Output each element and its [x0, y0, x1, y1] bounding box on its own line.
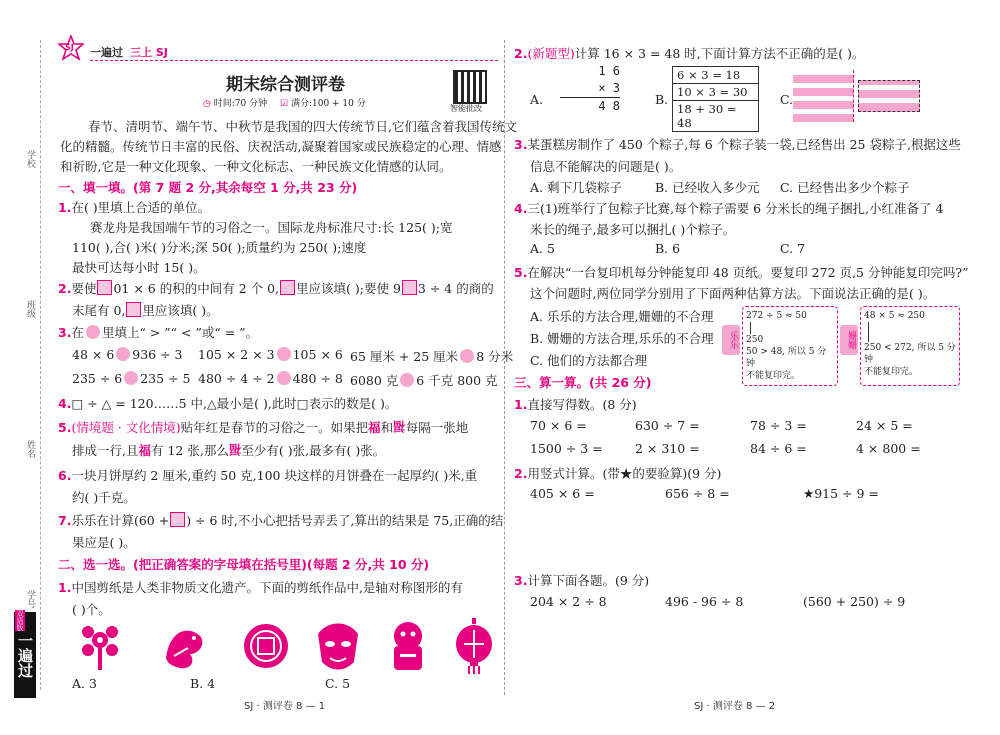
s1-line-a: 1.中国剪纸是人类非物质文化遗产。下面的剪纸作品中,是轴对称图形的有 — [58, 580, 463, 595]
fu-icon: 福 — [393, 419, 406, 434]
q6-line-a: 6.一块月饼厚约 2 厘米,重约 50 克,100 块这样的月饼叠在一起厚约( )米,重 — [58, 468, 478, 483]
s5-option-a[interactable]: A. 乐乐的方法合理,姗姗的不合理 — [530, 309, 714, 324]
q3-line: 3.在 里填上“ > ”“ < ”或“ = ”。 — [58, 325, 259, 340]
s3-line-b: 信息不能解决的问题是( )。 — [530, 159, 682, 174]
q1-line-b: 赛龙舟是我国端午节的习俗之一。国际龙舟标准尺寸:长 125( );宽 — [90, 220, 453, 235]
c3-item: 204 × 2 ÷ 8 — [530, 594, 607, 609]
blank-square[interactable] — [126, 302, 141, 317]
s1-option-c[interactable]: C. 5 — [325, 676, 351, 691]
margin-label-school: 学校 — [25, 150, 35, 168]
star-badge — [58, 35, 84, 61]
spine-brand: 一遍过 — [14, 612, 36, 698]
s3-option-c[interactable]: C. 已经售出多少个粽子 — [780, 180, 910, 195]
grade: 三上 SJ — [130, 46, 168, 59]
blank-square[interactable] — [97, 280, 112, 295]
equation-table: 6 × 3 = 18 10 × 3 = 30 18 + 30 = 48 — [672, 66, 759, 132]
page-divider — [504, 40, 505, 695]
c1-title: 1.直接写得数。(8 分) — [514, 397, 637, 412]
q1-line-c: 110( ),合( )米( )分米;深 50( );质量约为 250( );速度 — [72, 240, 367, 255]
s1-line-b: ( )个。 — [72, 602, 111, 617]
s5-option-b[interactable]: B. 姗姗的方法合理,乐乐的不合理 — [530, 331, 714, 346]
section-3-title: 三、算一算。(共 26 分) — [514, 375, 652, 390]
exam-score: ☑ 满分:100 + 10 分 — [280, 99, 366, 109]
c1-item: 84 ÷ 6 = — [750, 441, 807, 456]
check-icon: ☑ — [280, 99, 289, 109]
q3-item: 6080 克 6 千克 800 克 — [350, 373, 498, 388]
q3-item: 480 ÷ 4 ÷ 2 480 ÷ 8 — [198, 371, 343, 386]
s2-option-a[interactable]: A. — [530, 92, 544, 107]
spine-tag: 双语版 — [16, 610, 24, 631]
s2-option-b[interactable]: B. — [655, 92, 669, 107]
s3-option-a[interactable]: A. 剩下几袋粽子 — [530, 180, 622, 195]
s5-line-a: 5.在解决“一台复印机每分钟能复印 48 页纸。要复印 272 页,5 分钟能复印完吗?” — [514, 265, 969, 280]
s2-option-c[interactable]: C. — [780, 92, 794, 107]
s1-option-a[interactable]: A. 3 — [72, 676, 97, 691]
s4-option-c[interactable]: C. 7 — [780, 241, 806, 256]
papercut-mask-icon — [314, 618, 362, 674]
footer-left: SJ · 测评卷 8 — 1 — [244, 701, 326, 712]
margin-label-class: 班级 — [25, 300, 35, 318]
s4-line-b: 米长的绳子,最多可以捆扎( )个粽子。 — [530, 222, 736, 237]
header-rule — [90, 60, 498, 61]
clock-icon: ◷ — [203, 99, 211, 109]
section-1-title: 一、填一填。(第 7 题 2 分,其余每空 1 分,共 23 分) — [58, 180, 358, 195]
shanshan-avatar: 姗姗 — [840, 325, 858, 355]
lele-estimate: 272 ÷ 5 ≈ 50 250 50 > 48, 所以 5 分钟 不能复印完。 — [742, 306, 838, 386]
s2-line: 2.(新题型)计算 16 × 3 = 48 时,下面计算方法不正确的是( )。 — [514, 46, 865, 61]
s3-line-a: 3.某蛋糕房制作了 450 个粽子,每 6 个粽子装一袋,已经售出 25 袋粽子,根据这些 — [514, 137, 961, 152]
fu-icon: 福 — [138, 443, 151, 458]
intro-line-1: 春节、清明节、端午节、中秋节是我国的四大传统节日,它们蕴含着我国传统文 — [88, 119, 517, 134]
blank-square[interactable] — [170, 512, 185, 527]
margin-label-name: 姓名 — [25, 440, 35, 458]
blank-circle[interactable] — [277, 371, 291, 385]
c2-item: 656 ÷ 8 = — [665, 486, 730, 501]
q7-line-b: 果应是( )。 — [72, 535, 136, 550]
blank-circle[interactable] — [277, 347, 291, 361]
c1-item: 70 × 6 = — [530, 418, 587, 433]
c2-title: 2.用竖式计算。(带★的要验算)(9 分) — [514, 466, 722, 481]
q6-line-b: 约( )千克。 — [72, 490, 136, 505]
blank-circle[interactable] — [460, 349, 474, 363]
q3-item: 235 ÷ 6 235 ÷ 5 — [72, 371, 191, 386]
papercut-lion-icon — [384, 618, 432, 674]
blank-circle[interactable] — [86, 325, 100, 339]
blank-square[interactable] — [280, 280, 295, 295]
s1-option-b[interactable]: B. 4 — [190, 676, 216, 691]
q2-line-a: 2.要使 01 × 6 的积的中间有 2 个 0, 里应该填( );要使 9 3 ÷ 4 的商的 — [58, 281, 494, 296]
block-model-side-icon — [858, 80, 920, 112]
c3-item: 496 - 96 ÷ 8 — [665, 594, 744, 609]
q3-item: 105 × 2 × 3 105 × 6 — [198, 347, 343, 362]
q3-item: 65 厘米 + 25 厘米 8 分米 — [350, 349, 514, 364]
q4-line: 4.□ ÷ △ = 120……5 中,△最小是( ),此时□表示的数是( )。 — [58, 396, 398, 411]
s4-option-b[interactable]: B. 6 — [655, 241, 681, 256]
block-model-icon — [793, 70, 854, 122]
lele-avatar: 乐乐 — [722, 325, 740, 355]
blank-square[interactable] — [402, 280, 417, 295]
exam-time: ◷ 时间:70 分钟 — [203, 99, 268, 109]
brand: 一遍过 — [90, 46, 123, 59]
papercut-medallion-icon — [242, 618, 290, 674]
s4-line-a: 4.三(1)班举行了包粽子比赛,每个粽子需要 6 分米长的绳子捆扎,小红准备了 4 — [514, 201, 944, 216]
fu-icon: 福 — [228, 442, 242, 457]
q5-line-b: 排成一行,且福有 12 张,那么福至少有( )张,最多有( )张。 — [72, 442, 386, 458]
s5-option-c[interactable]: C. 他们的方法都合理 — [530, 353, 648, 368]
qr-code[interactable] — [453, 70, 487, 104]
c1-item: 4 × 800 = — [856, 441, 921, 456]
c2-item: 405 × 6 = — [530, 486, 595, 501]
c2-item: ★915 ÷ 9 = — [803, 486, 879, 501]
s3-option-b[interactable]: B. 已经收入多少元 — [655, 180, 760, 195]
c3-title: 3.计算下面各题。(9 分) — [514, 573, 650, 588]
q2-line-b: 末尾有 0, 里应该填( )。 — [72, 303, 219, 318]
c1-item: 630 ÷ 7 = — [635, 418, 700, 433]
c3-item: (560 + 250) ÷ 9 — [803, 594, 906, 609]
blank-circle[interactable] — [400, 373, 414, 387]
q1-line-d: 最快可达每小时 15( )。 — [72, 260, 206, 275]
section-2-title: 二、选一选。(把正确答案的字母填在括号里)(每题 2 分,共 10 分) — [58, 557, 430, 572]
intro-line-3: 和祈盼,它是一种文化现象、一种文化标志、一种民族文化情感的认同。 — [60, 159, 452, 174]
c1-item: 78 ÷ 3 = — [750, 418, 807, 433]
badge-text: SJ — [65, 43, 74, 52]
footer-right: SJ · 测评卷 8 — 2 — [694, 701, 776, 712]
s5-line-b: 这个问题时,两位同学分别用了下面两种估算方法。下面说法正确的是( )。 — [530, 286, 936, 301]
papercut-flower-icon — [76, 618, 124, 674]
intro-line-2: 化的精髓。传统节日丰富的民俗、庆祝活动,凝聚着国家或民族稳定的心理、情感 — [60, 139, 502, 154]
papercut-phoenix-icon — [160, 618, 208, 674]
fu-icon: 福 — [368, 420, 381, 435]
shanshan-estimate: 48 × 5 ≈ 250 250 < 272, 所以 5 分钟 不能复印完。 — [860, 306, 960, 386]
papercut-lantern-icon — [450, 618, 498, 674]
q7-line-a: 7.乐乐在计算(60 + ) ÷ 6 时,不小心把括号弄丢了,算出的结果是 75,正确的结 — [58, 513, 504, 528]
q3-item: 48 × 6 936 ÷ 3 — [72, 347, 183, 362]
c1-item: 2 × 310 = — [635, 441, 700, 456]
page-title: 期末综合测评卷 — [226, 75, 345, 95]
c1-item: 24 × 5 = — [856, 418, 913, 433]
blank-circle[interactable] — [116, 347, 130, 361]
s4-option-a[interactable]: A. 5 — [530, 241, 555, 256]
q1-line-a: 1.在( )里填上合适的单位。 — [58, 200, 211, 215]
c1-item: 1500 ÷ 3 = — [530, 441, 603, 456]
margin-label-number: 学号 — [25, 590, 35, 608]
qr-caption: 智能批改 — [450, 104, 482, 113]
vertical-multiplication: 1 6 × 3 4 8 — [560, 63, 620, 115]
blank-circle[interactable] — [124, 371, 138, 385]
q5-line-a: 5.(情境题 · 文化情境)贴年红是春节的习俗之一。如果把福和福每隔一张地 — [58, 419, 469, 435]
